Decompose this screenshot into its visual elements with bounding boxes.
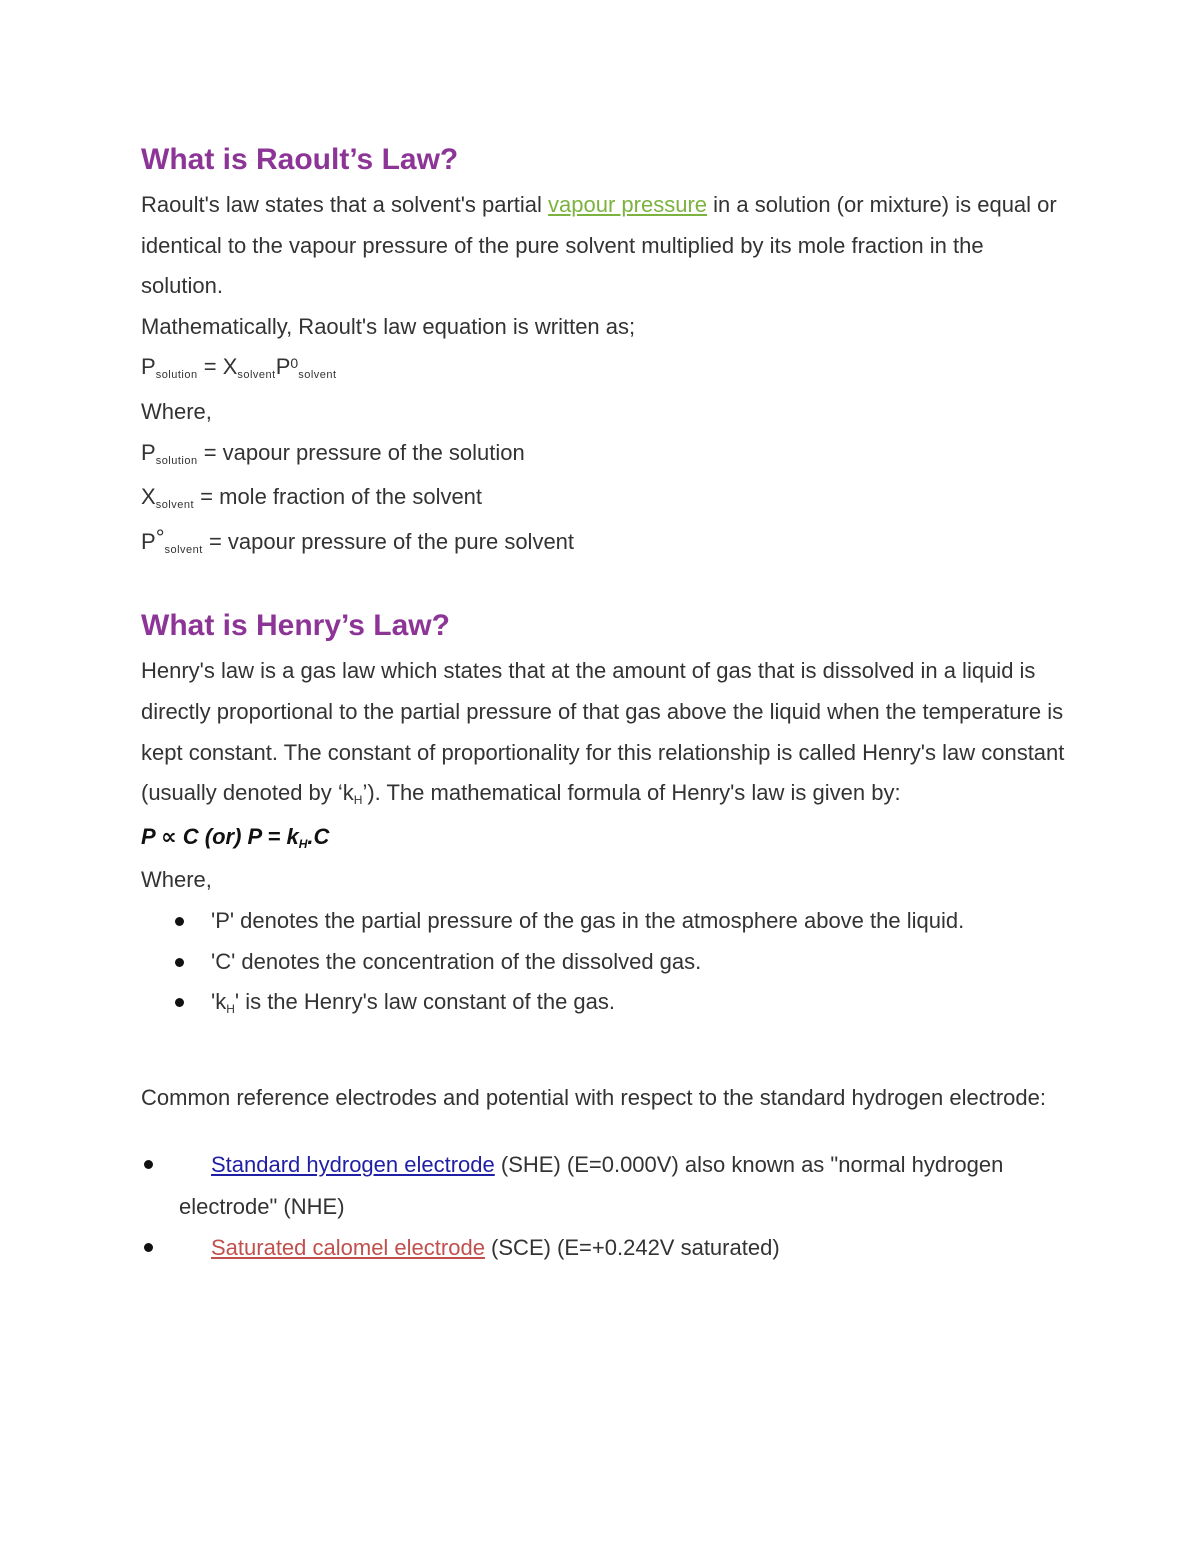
standard-hydrogen-electrode-link[interactable]: Standard hydrogen electrode bbox=[211, 1152, 495, 1178]
bullet-icon bbox=[144, 1243, 153, 1252]
henry-bullet-list bbox=[141, 901, 1071, 1026]
bullet-kh-subscript: H bbox=[226, 1002, 235, 1017]
vapour-pressure-link[interactable]: vapour pressure bbox=[548, 192, 708, 217]
def-3-subscript: solvent bbox=[164, 543, 203, 556]
raoult-def-3 bbox=[141, 522, 1071, 567]
eq-p0-symbol: P bbox=[275, 354, 291, 380]
def-2-text: = mole fraction of the solvent bbox=[194, 484, 483, 510]
raoult-definition-part-2: in a solution (or mixture) is equal or identical to the vapour pressure of the pure solvent multiplied by its mole fraction in the solution. bbox=[141, 192, 1057, 299]
henry-definition-part-2: ’). The mathematical formula of Henry's law is given by: bbox=[362, 780, 901, 806]
henry-where: Where, bbox=[141, 867, 212, 893]
eq-p0-superscript: 0 bbox=[290, 355, 299, 372]
raoult-where: Where, bbox=[141, 398, 212, 424]
bullet-icon bbox=[144, 1160, 153, 1169]
bullet-text: 'P' denotes the partial pressure of the gas in the atmosphere above the liquid. bbox=[211, 907, 965, 933]
henry-formula bbox=[141, 817, 1071, 861]
eq-p-symbol: P bbox=[141, 354, 156, 380]
henry-definition-part-1: Henry's law is a gas law which states that at the amount of gas that is dissolved in a liquid is directly proportional to the partial pressure of that gas above the liquid when the temperature is kept constant. The constant of proportionality for this relationship is called Henry's law constant (usually denoted by ‘k bbox=[141, 658, 1065, 806]
formula-subscript: H bbox=[298, 836, 308, 851]
eq-p-subscript: solution bbox=[155, 369, 198, 382]
electrode-list bbox=[141, 1144, 1071, 1269]
bullet-icon bbox=[175, 998, 184, 1007]
bullet-text-part-2: ' is the Henry's law constant of the gas. bbox=[234, 989, 616, 1015]
def-2-subscript: solvent bbox=[155, 499, 195, 512]
def-1-symbol: P bbox=[141, 439, 156, 465]
raoult-def-2 bbox=[141, 477, 1071, 522]
bullet-text-part-1: 'k bbox=[211, 989, 227, 1015]
formula-part-2: .C bbox=[307, 823, 330, 849]
raoult-def-1 bbox=[141, 433, 1071, 478]
list-item bbox=[141, 1227, 1071, 1269]
raoult-math-intro: Mathematically, Raoult's law equation is written as; bbox=[141, 313, 636, 339]
electrode-2-text: (SCE) (E=+0.242V saturated) bbox=[484, 1235, 780, 1261]
eq-x-symbol: X bbox=[222, 354, 238, 380]
electrodes-intro: Common reference electrodes and potential with respect to the standard hydrogen electrode: bbox=[141, 1084, 1046, 1110]
raoult-equation bbox=[141, 347, 1071, 392]
def-3-symbol: P bbox=[141, 528, 156, 554]
electrode-1-text: (SHE) (E=0.000V) also known as "normal hydrogen electrode" (NHE) bbox=[179, 1152, 1004, 1219]
henry-definition bbox=[141, 651, 1071, 816]
list-item bbox=[175, 901, 1071, 942]
bullet-icon bbox=[175, 917, 184, 926]
list-item bbox=[175, 982, 1071, 1026]
def-3-superscript: ° bbox=[155, 524, 165, 550]
document-content bbox=[141, 138, 1071, 1269]
list-item bbox=[175, 942, 1071, 983]
raoult-definition-part-1: Raoult's law states that a solvent's partial bbox=[141, 192, 549, 217]
eq-x-subscript: solvent bbox=[237, 369, 276, 382]
eq-p0-subscript: solvent bbox=[298, 369, 337, 382]
saturated-calomel-electrode-link[interactable]: Saturated calomel electrode bbox=[211, 1235, 485, 1261]
raoult-heading: What is Raoult’s Law? bbox=[141, 143, 459, 176]
list-item bbox=[141, 1144, 1071, 1227]
def-1-text: = vapour pressure of the solution bbox=[197, 439, 525, 465]
def-3-text: = vapour pressure of the pure solvent bbox=[202, 528, 575, 554]
def-1-subscript: solution bbox=[155, 454, 198, 467]
bullet-text: 'C' denotes the concentration of the dissolved gas. bbox=[211, 948, 702, 974]
bullet-icon bbox=[175, 958, 184, 967]
eq-equals: = bbox=[197, 354, 223, 380]
formula-part-1: P ∝ C (or) P = k bbox=[141, 823, 299, 849]
raoult-definition bbox=[141, 185, 1071, 307]
henry-kh-subscript: H bbox=[353, 793, 363, 808]
henry-heading: What is Henry’s Law? bbox=[141, 609, 450, 643]
def-2-symbol: X bbox=[141, 484, 156, 510]
